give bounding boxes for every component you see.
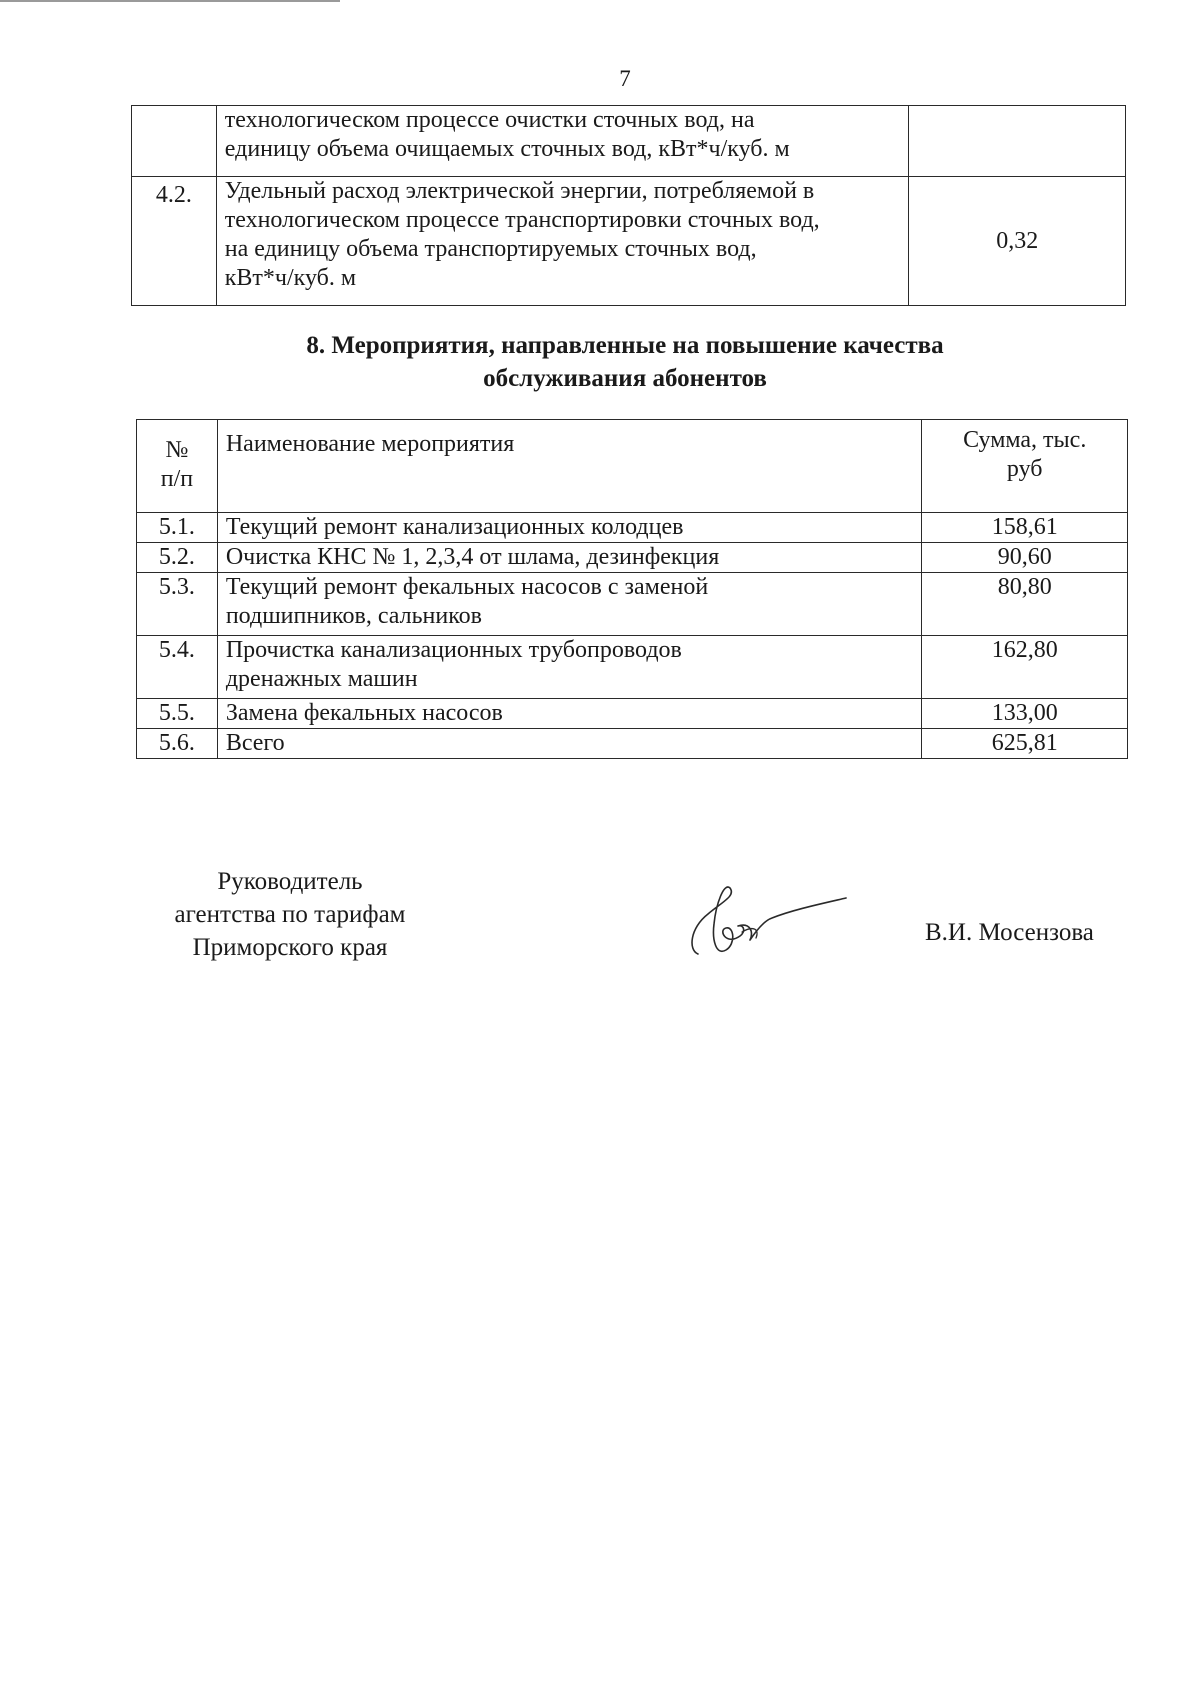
- row-name-cell: Текущий ремонт канализационных колодцев: [217, 513, 922, 543]
- page-number: 7: [619, 66, 631, 91]
- row-value-cell: 0,32: [909, 177, 1126, 306]
- header-number-abbrev: п/п: [160, 466, 194, 492]
- row-number-cell: [132, 106, 217, 177]
- table-header-row: [137, 420, 1128, 513]
- row-name-cell: [217, 573, 922, 636]
- row-name-line: кВт*ч/куб. м: [224, 265, 357, 291]
- row-sum-cell: 90,60: [922, 543, 1128, 573]
- table-row: [137, 513, 1128, 543]
- row-name-cell: Замена фекальных насосов: [217, 699, 922, 729]
- signer-name: В.И. Мосензова: [925, 919, 1094, 946]
- row-sum-cell: 625,81: [922, 729, 1128, 759]
- signatory-title-line: агентства по тарифам: [174, 901, 406, 928]
- row-name-cell: [216, 106, 909, 177]
- row-number-cell: 5.1.: [137, 513, 218, 543]
- section-heading-line: 8. Мероприятия, направленные на повышение качества: [306, 332, 944, 359]
- table-row: [137, 543, 1128, 573]
- activities-table: [136, 419, 1128, 759]
- header-sum-line: Сумма, тыс.: [963, 427, 1087, 453]
- signatory-title-line: Приморского края: [192, 934, 388, 961]
- row-name-line: технологическом процессе очистки сточных вод, на: [224, 107, 755, 133]
- row-value-cell: [909, 106, 1126, 177]
- row-name-cell: Всего: [217, 729, 922, 759]
- handwritten-signature: [680, 880, 850, 965]
- table-row: [137, 636, 1128, 699]
- signatory-title-line: Руководитель: [217, 868, 363, 895]
- row-name-line: на единицу объема транспортируемых сточных вод,: [224, 236, 757, 262]
- row-number-cell: 5.3.: [137, 573, 218, 636]
- row-name-line: Удельный расход электрической энергии, потребляемой в: [224, 178, 815, 204]
- row-name-line: Прочистка канализационных трубопроводов: [225, 637, 682, 663]
- section-heading: [150, 329, 1100, 395]
- row-name-line: Текущий ремонт фекальных насосов с заменой: [225, 574, 709, 600]
- header-number-cell: [137, 420, 218, 513]
- header-sum-line: руб: [1006, 456, 1043, 482]
- row-sum-cell: 162,80: [922, 636, 1128, 699]
- row-name-cell: [216, 177, 909, 306]
- header-sum-cell: [922, 420, 1128, 513]
- row-name-cell: [217, 636, 922, 699]
- row-number-cell: 5.6.: [137, 729, 218, 759]
- header-name-cell: Наименование мероприятия: [217, 420, 922, 513]
- table-row: [137, 573, 1128, 636]
- row-name-line: технологическом процессе транспортировки сточных вод,: [224, 207, 820, 233]
- row-name-cell: Очистка КНС № 1, 2,3,4 от шлама, дезинфекция: [217, 543, 922, 573]
- table-row: [137, 699, 1128, 729]
- section-heading-line: обслуживания абонентов: [483, 365, 767, 392]
- row-name-line: дренажных машин: [225, 666, 418, 692]
- scan-edge-line: [0, 0, 340, 2]
- table-total-row: [137, 729, 1128, 759]
- row-number-cell: 4.2.: [132, 177, 217, 306]
- table-row: [132, 177, 1126, 306]
- row-sum-cell: 80,80: [922, 573, 1128, 636]
- row-sum-cell: 158,61: [922, 513, 1128, 543]
- table-row: [132, 106, 1126, 177]
- row-number-cell: 5.5.: [137, 699, 218, 729]
- energy-consumption-table: [131, 105, 1126, 306]
- row-name-line: подшипников, сальников: [225, 603, 483, 629]
- row-number-cell: 5.2.: [137, 543, 218, 573]
- row-number-cell: 5.4.: [137, 636, 218, 699]
- header-number-symbol: №: [165, 437, 189, 463]
- row-name-line: единицу объема очищаемых сточных вод, кВт*ч/куб. м: [224, 136, 790, 162]
- signatory-title: [140, 865, 440, 964]
- row-sum-cell: 133,00: [922, 699, 1128, 729]
